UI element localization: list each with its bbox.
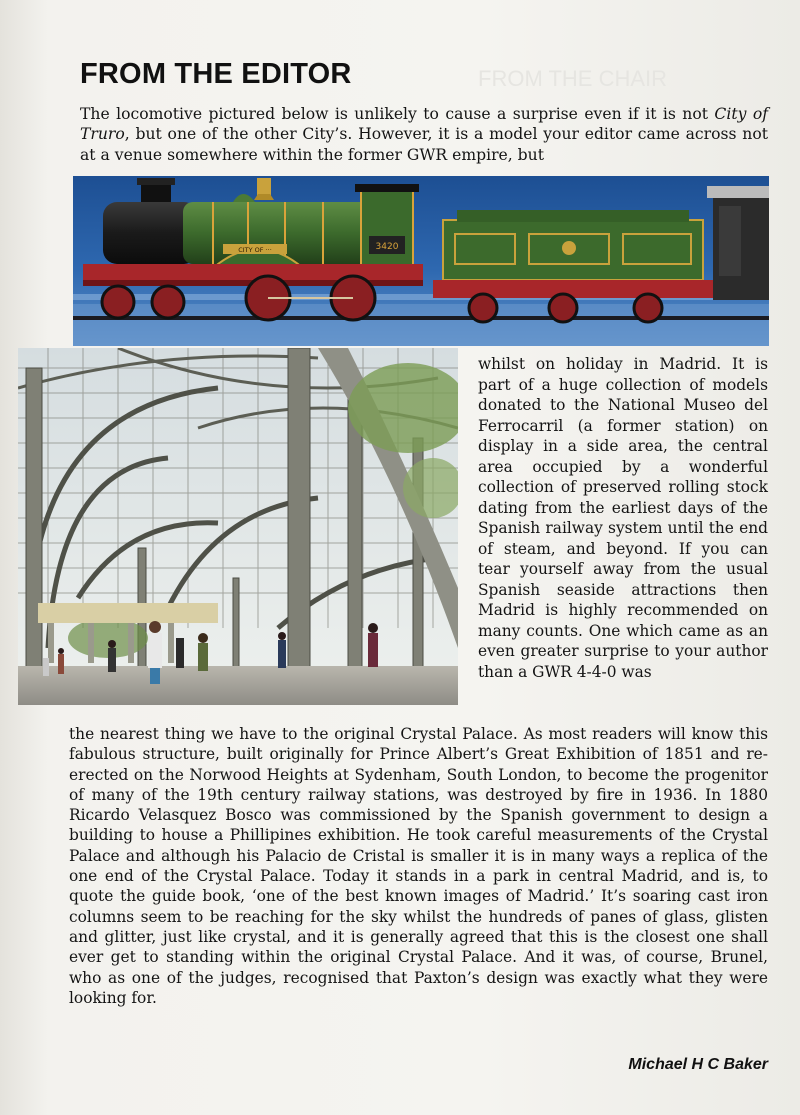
page-title: FROM THE EDITOR — [80, 58, 352, 90]
side-paragraph: whilst on holiday in Madrid. It is part of a huge collection of models donated to the National Museo del Ferrocarril (a former station) on display in a side area, the central area occupied by a wonderful collection of preserved rolling stock dating from the earliest days of the Spanish railway system until the end of steam, and beyond. If you can tear yourself away from the usual Spanish seaside attractions then Madrid is highly recommended on many counts. One which came as an even greater surprise to your author than a GWR 4-4-0 was — [478, 355, 768, 681]
loco-number-plate: 3420 — [375, 242, 399, 252]
author-signature: Michael H C Baker — [628, 1056, 768, 1073]
main-paragraph: the nearest thing we have to the original Crystal Palace. As most readers will know this fabulous structure, built originally for Prince Albert’s Great Exhibition of 1851 and re-erected on the Norwood Heights at Sydenham, South London, to become the progenitor of many of the 19th century railway stations, was destroyed by fire in 1936. In 1880 Ricardo Velasquez Bosco was commissioned by the Spanish government to design a building to house a Phillipines exhibition. He took careful measurements of the Crystal Palace and although his Palacio de Cristal is smaller it is in many ways a replica of the one end of the Crystal Palace. Today it stands in a park in central Madrid, and is, to quote the guide book, ‘one of the best known images of Madrid.’ It’s soaring cast iron columns seem to be reaching for the sky whilst the hundreds of panes of glass, glisten and glitter, just like crystal, and it is generally agreed that this is the closest one shall ever get to standing within the original Crystal Palace. And it was, of course, Brunel, who as one of the judges, recognised that Paxton’s design was exactly what they were looking for. — [69, 725, 768, 1007]
nameplate-text: CITY OF ··· — [238, 246, 272, 254]
locomotive-photo — [73, 176, 769, 346]
show-through-heading: FROM THE CHAIR — [478, 66, 668, 91]
crystal-palace-photo — [18, 348, 458, 705]
intro-paragraph: The locomotive pictured below is unlikely to cause a surprise even if it is not City of Truro, but one of the other City’s. However, it is a model your editor came across not at a venue somewhere within the former GWR empire, but — [80, 105, 768, 164]
